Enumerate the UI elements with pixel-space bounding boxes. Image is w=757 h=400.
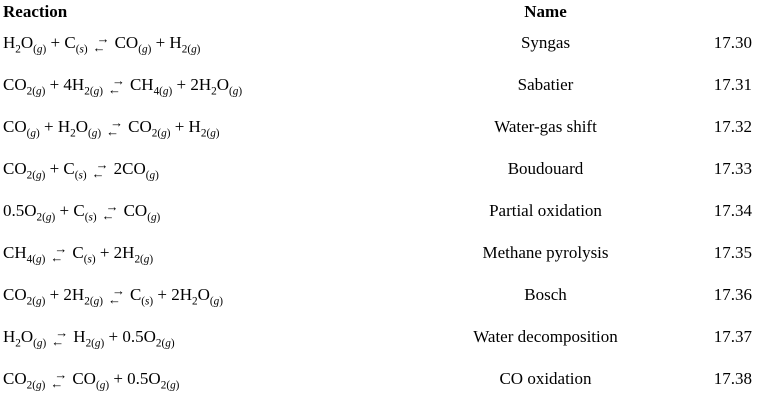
reaction-name: Water decomposition — [473, 327, 618, 346]
equation-number: 17.31 — [713, 75, 752, 94]
reaction-equation — [0, 115, 400, 140]
equation-rhs: $CO_{(g)} + H_{2(g)}$ — [114, 32, 201, 56]
equation-rhs: $CH_{4(g)} + 2H_2O_{(g)}$ — [129, 74, 243, 98]
reaction-equation — [0, 73, 400, 98]
reverse-arrow-icon: ← — [51, 334, 65, 350]
forward-arrow-icon: → — [111, 283, 125, 299]
forward-arrow-icon: → — [54, 367, 68, 383]
forward-arrow-icon: → — [55, 325, 69, 341]
reverse-arrow-icon: ← — [101, 208, 115, 224]
table-row — [0, 64, 757, 106]
equation-rhs: $C_{(s)} + 2H_2O_{(g)}$ — [129, 284, 224, 308]
reaction-equation — [0, 31, 400, 56]
forward-arrow-icon: → — [96, 31, 110, 47]
equation-number: 17.30 — [713, 33, 752, 52]
reaction-name: Water-gas shift — [494, 117, 597, 136]
forward-arrow-icon: → — [95, 157, 109, 173]
equation-lhs: $CO_{2(g)} + 4H_{2(g)}$ — [3, 74, 103, 98]
reaction-equation — [0, 283, 400, 308]
table-row — [0, 148, 757, 190]
reaction-column-header: Reaction — [3, 2, 68, 21]
reaction-name: Sabatier — [517, 75, 574, 94]
reverse-arrow-icon: ← — [107, 292, 121, 308]
equation-number: 17.35 — [713, 243, 752, 262]
equation-number: 17.38 — [713, 369, 752, 388]
reverse-arrow-icon: ← — [107, 82, 121, 98]
reverse-arrow-icon: ← — [106, 124, 120, 140]
equation-lhs: $CH_{4(g)}$ — [3, 242, 46, 266]
equation-lhs: $CO_{2(g)}$ — [3, 368, 46, 392]
equation-lhs: $H_2O_{(g)}$ — [3, 326, 47, 350]
table-row — [0, 22, 757, 64]
forward-arrow-icon: → — [54, 241, 68, 257]
equilibrium-arrow-icon — [92, 31, 110, 56]
equation-rhs: $C_{(s)} + 2H_{2(g)}$ — [72, 242, 154, 266]
equation-lhs: $CO_{2(g)} + C_{(s)}$ — [3, 158, 87, 182]
equilibrium-arrow-icon — [107, 283, 125, 308]
reaction-equation — [0, 367, 400, 392]
reaction-equation — [0, 325, 400, 350]
equilibrium-arrow-icon — [107, 73, 125, 98]
reaction-name: Bosch — [524, 285, 567, 304]
name-column-header: Name — [524, 2, 567, 21]
equation-number: 17.36 — [713, 285, 752, 304]
equation-number: 17.33 — [713, 159, 752, 178]
equilibrium-arrow-icon — [101, 199, 119, 224]
table-header-row — [0, 0, 757, 22]
equation-rhs: $CO_{2(g)} + H_{2(g)}$ — [128, 116, 220, 140]
table-row — [0, 190, 757, 232]
forward-arrow-icon: → — [111, 73, 125, 89]
equilibrium-arrow-icon — [91, 157, 109, 182]
reaction-equation — [0, 241, 400, 266]
table-row — [0, 316, 757, 358]
equation-number: 17.32 — [713, 117, 752, 136]
reverse-arrow-icon: ← — [92, 40, 106, 56]
reverse-arrow-icon: ← — [50, 250, 64, 266]
forward-arrow-icon: → — [105, 199, 119, 215]
equation-rhs: $CO_{(g)}$ — [123, 200, 161, 224]
equilibrium-arrow-icon — [106, 115, 124, 140]
equation-number: 17.34 — [713, 201, 752, 220]
reverse-arrow-icon: ← — [50, 376, 64, 392]
equation-lhs: $CO_{(g)} + H_2O_{(g)}$ — [3, 116, 102, 140]
reaction-name: CO oxidation — [499, 369, 592, 388]
equation-rhs: $CO_{(g)} + 0.5O_{2(g)}$ — [72, 368, 180, 392]
reverse-arrow-icon: ← — [91, 166, 105, 182]
reaction-name: Methane pyrolysis — [482, 243, 609, 262]
equation-lhs: $0.5O_{2(g)} + C_{(s)}$ — [3, 200, 97, 224]
equilibrium-arrow-icon — [50, 367, 68, 392]
reaction-name: Partial oxidation — [489, 201, 602, 220]
equation-rhs: $2CO_{(g)}$ — [113, 158, 159, 182]
equilibrium-arrow-icon — [50, 241, 68, 266]
equation-lhs: $H_2O_{(g)} + C_{(s)}$ — [3, 32, 88, 56]
equation-lhs: $CO_{2(g)} + 2H_{2(g)}$ — [3, 284, 103, 308]
equilibrium-arrow-icon — [51, 325, 69, 350]
reaction-equation — [0, 157, 400, 182]
equation-rhs: $H_{2(g)} + 0.5O_{2(g)}$ — [73, 326, 175, 350]
reaction-equation — [0, 199, 400, 224]
table-row — [0, 274, 757, 316]
table-body — [0, 22, 757, 400]
table-row — [0, 106, 757, 148]
table-row — [0, 232, 757, 274]
reaction-name: Syngas — [520, 33, 571, 52]
equation-number: 17.37 — [713, 327, 752, 346]
table-row — [0, 358, 757, 400]
reaction-name: Boudouard — [507, 159, 584, 178]
forward-arrow-icon: → — [110, 115, 124, 131]
